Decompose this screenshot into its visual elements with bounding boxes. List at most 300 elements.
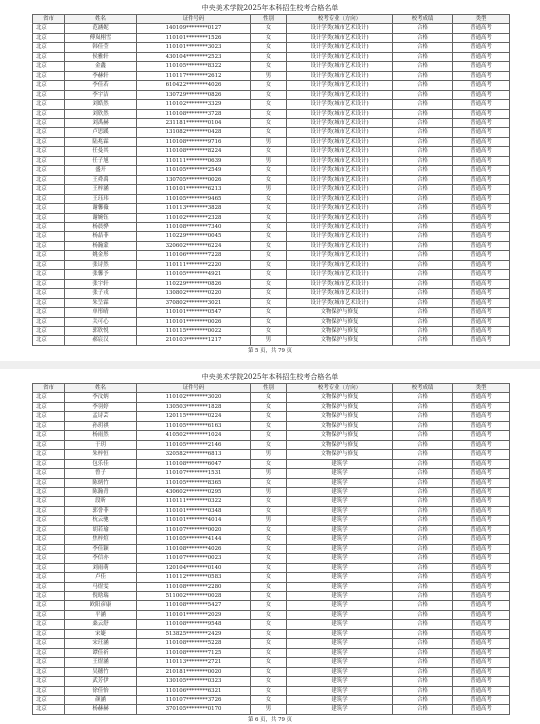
gender-cell: 女 xyxy=(251,591,287,600)
gender-cell: 男 xyxy=(251,137,287,146)
province-cell: 北京 xyxy=(33,497,65,506)
province-cell: 北京 xyxy=(33,535,65,544)
table-row xyxy=(33,421,510,430)
province-cell: 北京 xyxy=(33,421,65,430)
result-cell: 合格 xyxy=(393,544,453,553)
page-title: 中央美术学院2025年本科招生校考合格名单 xyxy=(201,373,339,381)
name-cell: 李宇洁 xyxy=(65,90,137,99)
admission-table xyxy=(32,383,510,715)
type-cell: 普通高考 xyxy=(453,591,510,600)
table-body xyxy=(33,393,510,714)
result-cell: 合格 xyxy=(393,326,453,335)
result-cell: 合格 xyxy=(393,705,453,714)
province-cell: 北京 xyxy=(33,459,65,468)
table-row xyxy=(33,326,510,335)
name-cell: 范涵妮 xyxy=(65,24,137,33)
major-cell: 设计学类(城市艺术设计) xyxy=(287,166,393,175)
province-cell: 北京 xyxy=(33,601,65,610)
result-cell: 合格 xyxy=(393,156,453,165)
major-cell: 建筑学 xyxy=(287,516,393,525)
type-cell: 普通高考 xyxy=(453,516,510,525)
major-header: 校考专业（方向） xyxy=(287,384,393,393)
province-cell: 北京 xyxy=(33,81,65,90)
id-number-cell: 110108********4026 xyxy=(137,544,251,553)
id-number-cell: 110108********2280 xyxy=(137,582,251,591)
type-cell: 普通高考 xyxy=(453,469,510,478)
id-number-cell: 130105********0323 xyxy=(137,677,251,686)
id-number-cell: 120115********0224 xyxy=(137,412,251,421)
name-cell: 刘皓然 xyxy=(65,100,137,109)
major-cell: 建筑学 xyxy=(287,554,393,563)
id-number-cell: 210181********0020 xyxy=(137,667,251,676)
result-cell: 合格 xyxy=(393,241,453,250)
type-cell: 普通高考 xyxy=(453,450,510,459)
id-number-cell: 110102********3020 xyxy=(137,393,251,402)
id-number-cell: 110107********1531 xyxy=(137,469,251,478)
gender-cell: 女 xyxy=(251,658,287,667)
admission-table xyxy=(32,14,510,346)
id-number-cell: 140109********0127 xyxy=(137,24,251,33)
major-cell: 文物保护与修复 xyxy=(287,412,393,421)
id-number-cell: 110105********4921 xyxy=(137,270,251,279)
type-cell: 普通高考 xyxy=(453,241,510,250)
gender-cell: 女 xyxy=(251,506,287,515)
major-cell: 设计学类(城市艺术设计) xyxy=(287,270,393,279)
name-cell: 胡若瑜 xyxy=(65,525,137,534)
result-cell: 合格 xyxy=(393,24,453,33)
id-number-cell: 110108********5427 xyxy=(137,601,251,610)
name-cell: 杭云驰 xyxy=(65,516,137,525)
table-row xyxy=(33,24,510,33)
province-cell: 北京 xyxy=(33,393,65,402)
name-cell: 杨喆菲 xyxy=(65,232,137,241)
result-cell: 合格 xyxy=(393,610,453,619)
type-cell: 普通高考 xyxy=(453,412,510,421)
id-number-cell: 110108********5228 xyxy=(137,639,251,648)
province-cell: 北京 xyxy=(33,109,65,118)
gender-cell: 女 xyxy=(251,440,287,449)
province-cell: 北京 xyxy=(33,658,65,667)
id-number-cell: 110108********8224 xyxy=(137,147,251,156)
province-cell: 北京 xyxy=(33,194,65,203)
id-number-cell: 110106********7228 xyxy=(137,251,251,260)
province-cell: 北京 xyxy=(33,204,65,213)
table-row xyxy=(33,440,510,449)
type-cell: 普通高考 xyxy=(453,317,510,326)
id-number-cell: 110107********3726 xyxy=(137,695,251,704)
province-cell: 北京 xyxy=(33,90,65,99)
id-number-cell: 120104********0140 xyxy=(137,563,251,572)
result-cell: 合格 xyxy=(393,260,453,269)
gender-cell: 男 xyxy=(251,156,287,165)
gender-cell: 女 xyxy=(251,412,287,421)
major-cell: 文物保护与修复 xyxy=(287,402,393,411)
name-cell: 盛开 xyxy=(65,166,137,175)
table-row xyxy=(33,166,510,175)
table-row xyxy=(33,100,510,109)
type-cell: 普通高考 xyxy=(453,90,510,99)
major-cell: 设计学类(城市艺术设计) xyxy=(287,109,393,118)
table-row xyxy=(33,118,510,127)
name-cell: 宋玨涵 xyxy=(65,639,137,648)
result-cell: 合格 xyxy=(393,204,453,213)
major-cell: 建筑学 xyxy=(287,582,393,591)
name-cell: 李佳颖 xyxy=(65,544,137,553)
type-cell: 普通高考 xyxy=(453,166,510,175)
type-cell: 普通高考 xyxy=(453,336,510,345)
id-number-cell: 110115********0022 xyxy=(137,326,251,335)
name-cell: 段昕 xyxy=(65,497,137,506)
major-cell: 建筑学 xyxy=(287,620,393,629)
result-cell: 合格 xyxy=(393,695,453,704)
major-header: 校考专业（方向） xyxy=(287,15,393,24)
type-cell: 普通高考 xyxy=(453,648,510,657)
table-row xyxy=(33,62,510,71)
type-cell: 普通高考 xyxy=(453,204,510,213)
result-cell: 合格 xyxy=(393,100,453,109)
result-cell: 合格 xyxy=(393,118,453,127)
gender-cell: 女 xyxy=(251,109,287,118)
gender-cell: 女 xyxy=(251,194,287,203)
province-cell: 北京 xyxy=(33,308,65,317)
name-cell: 李赫轩 xyxy=(65,71,137,80)
table-row xyxy=(33,204,510,213)
type-cell: 普通高考 xyxy=(453,81,510,90)
table-row xyxy=(33,667,510,676)
name-cell: 金鑫 xyxy=(65,62,137,71)
gender-cell: 女 xyxy=(251,232,287,241)
province-cell: 北京 xyxy=(33,573,65,582)
major-cell: 建筑学 xyxy=(287,601,393,610)
gender-cell: 女 xyxy=(251,402,287,411)
major-cell: 文物保护与修复 xyxy=(287,317,393,326)
table-row xyxy=(33,620,510,629)
type-cell: 普通高考 xyxy=(453,620,510,629)
result-cell: 合格 xyxy=(393,279,453,288)
major-cell: 设计学类(城市艺术设计) xyxy=(287,100,393,109)
name-cell: 曾子 xyxy=(65,469,137,478)
major-cell: 建筑学 xyxy=(287,544,393,553)
table-header xyxy=(33,15,510,24)
major-cell: 设计学类(城市艺术设计) xyxy=(287,279,393,288)
type-header: 类型 xyxy=(453,15,510,24)
type-cell: 普通高考 xyxy=(453,554,510,563)
result-cell: 合格 xyxy=(393,194,453,203)
gender-cell: 女 xyxy=(251,90,287,99)
major-cell: 文物保护与修复 xyxy=(287,308,393,317)
table-row xyxy=(33,298,510,307)
id-number-cell: 110108********7125 xyxy=(137,648,251,657)
province-cell: 北京 xyxy=(33,478,65,487)
result-cell: 合格 xyxy=(393,516,453,525)
result-cell: 合格 xyxy=(393,251,453,260)
major-cell: 建筑学 xyxy=(287,497,393,506)
id-number-cell: 110108********9548 xyxy=(137,620,251,629)
result-cell: 合格 xyxy=(393,573,453,582)
id-number-cell: 110101********0026 xyxy=(137,317,251,326)
table-row xyxy=(33,317,510,326)
id-number-cell: 110105********8365 xyxy=(137,478,251,487)
result-cell: 合格 xyxy=(393,648,453,657)
id-number-cell: 110105********2549 xyxy=(137,166,251,175)
major-cell: 建筑学 xyxy=(287,629,393,638)
province-cell: 北京 xyxy=(33,591,65,600)
gender-cell: 女 xyxy=(251,544,287,553)
table-row xyxy=(33,478,510,487)
name-cell: 李信亦 xyxy=(65,554,137,563)
result-cell: 合格 xyxy=(393,591,453,600)
name-cell: 刘雨萌 xyxy=(65,563,137,572)
major-cell: 建筑学 xyxy=(287,667,393,676)
id-number-cell: 110108********7340 xyxy=(137,222,251,231)
major-cell: 设计学类(城市艺术设计) xyxy=(287,52,393,61)
gender-cell: 女 xyxy=(251,601,287,610)
result-cell: 合格 xyxy=(393,137,453,146)
table-row xyxy=(33,289,510,298)
type-cell: 普通高考 xyxy=(453,535,510,544)
province-cell: 北京 xyxy=(33,336,65,345)
table-row xyxy=(33,81,510,90)
result-cell: 合格 xyxy=(393,629,453,638)
id-number-cell: 110102********2328 xyxy=(137,213,251,222)
province-cell: 北京 xyxy=(33,610,65,619)
province-header: 省市 xyxy=(33,15,65,24)
result-cell: 合格 xyxy=(393,677,453,686)
type-cell: 普通高考 xyxy=(453,326,510,335)
id-number-cell: 320602********6224 xyxy=(137,241,251,250)
type-cell: 普通高考 xyxy=(453,563,510,572)
type-cell: 普通高考 xyxy=(453,629,510,638)
id-number-cell: 430602********0295 xyxy=(137,487,251,496)
table-row xyxy=(33,516,510,525)
name-cell: 卢思蹊 xyxy=(65,128,137,137)
type-cell: 普通高考 xyxy=(453,431,510,440)
id-number-header: 证件号码 xyxy=(137,15,251,24)
result-cell: 合格 xyxy=(393,440,453,449)
province-cell: 北京 xyxy=(33,166,65,175)
result-cell: 合格 xyxy=(393,71,453,80)
type-cell: 普通高考 xyxy=(453,156,510,165)
province-cell: 北京 xyxy=(33,62,65,71)
name-cell: 于玥 xyxy=(65,440,137,449)
name-cell: 桑云舒 xyxy=(65,620,137,629)
gender-cell: 男 xyxy=(251,516,287,525)
table-row xyxy=(33,71,510,80)
province-cell: 北京 xyxy=(33,100,65,109)
type-cell: 普通高考 xyxy=(453,194,510,203)
result-cell: 合格 xyxy=(393,222,453,231)
gender-cell: 女 xyxy=(251,147,287,156)
major-cell: 建筑学 xyxy=(287,686,393,695)
result-cell: 合格 xyxy=(393,667,453,676)
major-cell: 建筑学 xyxy=(287,478,393,487)
result-cell: 合格 xyxy=(393,62,453,71)
table-row xyxy=(33,459,510,468)
table-row xyxy=(33,33,510,42)
major-cell: 文物保护与修复 xyxy=(287,393,393,402)
page-footer: 第 5 页，共 79 页 xyxy=(247,347,293,354)
province-cell: 北京 xyxy=(33,639,65,648)
province-cell: 北京 xyxy=(33,554,65,563)
id-number-cell: 110229********0045 xyxy=(137,232,251,241)
type-cell: 普通高考 xyxy=(453,601,510,610)
id-number-cell: 110102********3329 xyxy=(137,100,251,109)
gender-cell: 女 xyxy=(251,582,287,591)
gender-cell: 女 xyxy=(251,648,287,657)
id-number-cell: 110107********0023 xyxy=(137,554,251,563)
result-cell: 合格 xyxy=(393,308,453,317)
table-row xyxy=(33,156,510,165)
id-number-cell: 110105********2146 xyxy=(137,440,251,449)
result-cell: 合格 xyxy=(393,658,453,667)
major-cell: 建筑学 xyxy=(287,487,393,496)
major-cell: 设计学类(城市艺术设计) xyxy=(287,289,393,298)
id-number-cell: 110101********4014 xyxy=(137,516,251,525)
gender-cell: 女 xyxy=(251,431,287,440)
table-row xyxy=(33,279,510,288)
id-number-cell: 110101********0348 xyxy=(137,506,251,515)
name-cell: 张宇轩 xyxy=(65,279,137,288)
id-number-cell: 110105********8322 xyxy=(137,62,251,71)
type-cell: 普通高考 xyxy=(453,658,510,667)
province-cell: 北京 xyxy=(33,43,65,52)
id-number-cell: 110101********1526 xyxy=(137,33,251,42)
gender-cell: 男 xyxy=(251,450,287,459)
name-cell: 宋婕 xyxy=(65,629,137,638)
name-cell: 王珏玮 xyxy=(65,194,137,203)
major-cell: 设计学类(城市艺术设计) xyxy=(287,185,393,194)
major-cell: 设计学类(城市艺术设计) xyxy=(287,260,393,269)
type-cell: 普通高考 xyxy=(453,582,510,591)
id-number-cell: 110117********2612 xyxy=(137,71,251,80)
province-cell: 北京 xyxy=(33,185,65,194)
major-cell: 建筑学 xyxy=(287,705,393,714)
name-cell: 欧阳彦康 xyxy=(65,601,137,610)
gender-cell: 女 xyxy=(251,270,287,279)
gender-cell: 女 xyxy=(251,478,287,487)
table-row xyxy=(33,241,510,250)
table-row xyxy=(33,535,510,544)
table-row xyxy=(33,232,510,241)
name-cell: 孟诗芸 xyxy=(65,412,137,421)
major-cell: 文物保护与修复 xyxy=(287,431,393,440)
type-cell: 普通高考 xyxy=(453,610,510,619)
gender-cell: 男 xyxy=(251,185,287,194)
table-row xyxy=(33,260,510,269)
type-cell: 普通高考 xyxy=(453,459,510,468)
major-cell: 建筑学 xyxy=(287,677,393,686)
type-cell: 普通高考 xyxy=(453,686,510,695)
name-cell: 孙玥祺 xyxy=(65,421,137,430)
major-cell: 建筑学 xyxy=(287,563,393,572)
gender-cell: 女 xyxy=(251,677,287,686)
table-row xyxy=(33,194,510,203)
gender-cell: 女 xyxy=(251,298,287,307)
table-row xyxy=(33,497,510,506)
result-cell: 合格 xyxy=(393,402,453,411)
table-row xyxy=(33,469,510,478)
gender-header: 性别 xyxy=(251,15,287,24)
type-cell: 普通高考 xyxy=(453,43,510,52)
major-cell: 设计学类(城市艺术设计) xyxy=(287,147,393,156)
result-cell: 合格 xyxy=(393,563,453,572)
type-cell: 普通高考 xyxy=(453,52,510,61)
gender-cell: 女 xyxy=(251,459,287,468)
result-cell: 合格 xyxy=(393,317,453,326)
province-cell: 北京 xyxy=(33,516,65,525)
gender-cell: 女 xyxy=(251,573,287,582)
type-cell: 普通高考 xyxy=(453,573,510,582)
document-page-5 xyxy=(0,0,540,355)
table-row xyxy=(33,185,510,194)
major-cell: 文物保护与修复 xyxy=(287,326,393,335)
province-cell: 北京 xyxy=(33,620,65,629)
name-cell: 谭佳祈 xyxy=(65,648,137,657)
page-separator xyxy=(0,361,540,369)
province-cell: 北京 xyxy=(33,33,65,42)
province-cell: 北京 xyxy=(33,156,65,165)
type-cell: 普通高考 xyxy=(453,270,510,279)
name-cell: 平涵 xyxy=(65,610,137,619)
type-cell: 普通高考 xyxy=(453,440,510,449)
gender-cell: 女 xyxy=(251,695,287,704)
table-row xyxy=(33,137,510,146)
province-cell: 北京 xyxy=(33,487,65,496)
id-number-cell: 110107********0020 xyxy=(137,525,251,534)
province-cell: 北京 xyxy=(33,686,65,695)
name-header: 姓名 xyxy=(65,15,137,24)
major-cell: 设计学类(城市艺术设计) xyxy=(287,213,393,222)
type-cell: 普通高考 xyxy=(453,279,510,288)
province-cell: 北京 xyxy=(33,695,65,704)
table-row xyxy=(33,90,510,99)
result-cell: 合格 xyxy=(393,506,453,515)
type-cell: 普通高考 xyxy=(453,24,510,33)
type-cell: 普通高考 xyxy=(453,185,510,194)
type-cell: 普通高考 xyxy=(453,109,510,118)
name-cell: 郝宸汉 xyxy=(65,336,137,345)
result-cell: 合格 xyxy=(393,535,453,544)
name-cell: 杨晨骅 xyxy=(65,222,137,231)
name-cell: 刘禹赫 xyxy=(65,118,137,127)
name-cell: 李佳若 xyxy=(65,81,137,90)
type-cell: 普通高考 xyxy=(453,213,510,222)
id-number-cell: 110105********4144 xyxy=(137,535,251,544)
gender-cell: 女 xyxy=(251,393,287,402)
province-cell: 北京 xyxy=(33,582,65,591)
result-cell: 合格 xyxy=(393,213,453,222)
name-cell: 谢馨薇 xyxy=(65,204,137,213)
type-cell: 普通高考 xyxy=(453,705,510,714)
id-number-cell: 130705********0026 xyxy=(137,175,251,184)
id-number-cell: 110108********9716 xyxy=(137,137,251,146)
id-number-cell: 430104********2523 xyxy=(137,52,251,61)
gender-cell: 女 xyxy=(251,279,287,288)
name-cell: 倪晗瑞 xyxy=(65,591,137,600)
gender-cell: 女 xyxy=(251,421,287,430)
id-number-cell: 110113********2721 xyxy=(137,658,251,667)
type-cell: 普通高考 xyxy=(453,137,510,146)
name-cell: 侯雅轩 xyxy=(65,52,137,61)
name-cell: 吴穗竹 xyxy=(65,667,137,676)
id-number-cell: 110101********3023 xyxy=(137,43,251,52)
province-cell: 北京 xyxy=(33,450,65,459)
province-header: 省市 xyxy=(33,384,65,393)
type-cell: 普通高考 xyxy=(453,677,510,686)
type-header: 类型 xyxy=(453,384,510,393)
id-number-header: 证件号码 xyxy=(137,384,251,393)
province-cell: 北京 xyxy=(33,251,65,260)
